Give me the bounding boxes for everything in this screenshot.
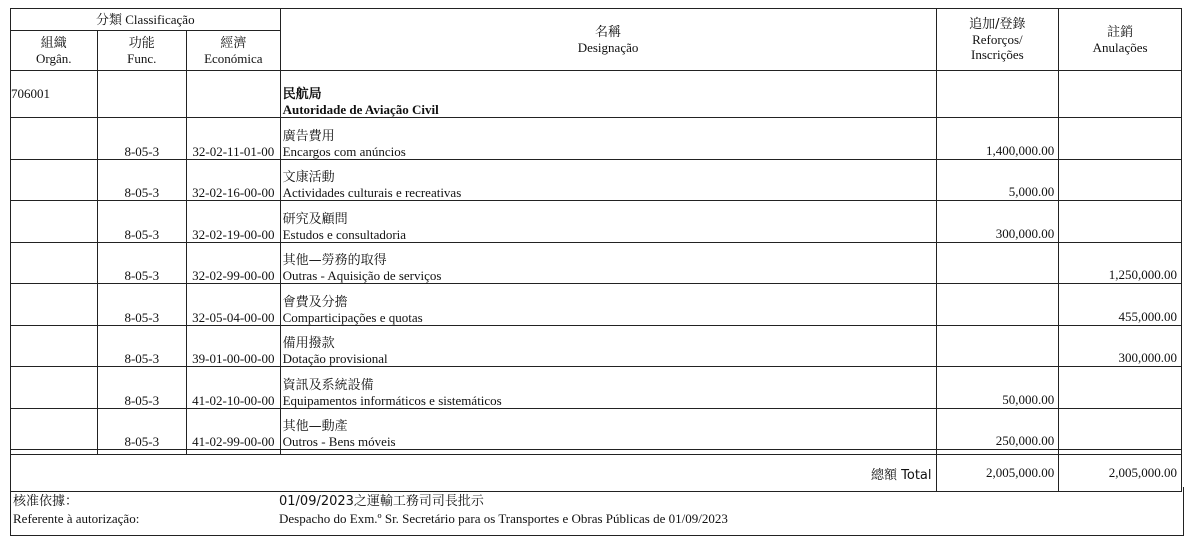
- func-code: 8-05-3: [97, 367, 187, 409]
- designation-zh: 備用撥款: [282, 336, 335, 351]
- designation: [280, 159, 936, 201]
- func-code: 8-05-3: [97, 284, 187, 326]
- reinforce-amount: [936, 242, 1059, 284]
- functional-header: [97, 31, 187, 71]
- cancellations-header-zh: 註銷: [1107, 24, 1134, 40]
- designation-zh: 廣告費用: [282, 128, 335, 144]
- entity-name-pt: Autoridade de Aviação Civil: [282, 102, 439, 117]
- total-cancel: 2,005,000.00: [1059, 455, 1182, 492]
- functional-header-zh: 功能: [128, 35, 155, 51]
- designation-zh: 資訊及系統設備: [282, 377, 374, 393]
- designation: [280, 242, 936, 284]
- org-cell-empty: [11, 242, 98, 284]
- designation-pt: Comparticipações e quotas: [282, 309, 423, 325]
- cancellations-header: [1059, 9, 1182, 71]
- line-items: [11, 118, 1182, 450]
- organic-header-zh: 組織: [40, 35, 67, 51]
- authorization-value: [279, 493, 728, 527]
- func-code: 8-05-3: [97, 325, 187, 367]
- table-row: [11, 242, 1182, 284]
- designation-zh: 其他—勞務的取得: [282, 253, 387, 268]
- designation: [280, 201, 936, 243]
- authorization-footer: [10, 487, 1184, 536]
- org-cell-empty: [11, 408, 98, 450]
- table-row: [11, 367, 1182, 409]
- economic-header-zh: 經濟: [220, 35, 247, 51]
- reinforce-amount: [936, 325, 1059, 367]
- org-cell-empty: [11, 284, 98, 326]
- func-code: 8-05-3: [97, 242, 187, 284]
- designation-header-pt: Designação: [577, 39, 639, 55]
- designation-header-zh: 名稱: [595, 24, 622, 40]
- entity-cancel-empty: [1059, 71, 1182, 118]
- org-cell-empty: [11, 325, 98, 367]
- functional-header-pt: Func.: [127, 50, 157, 66]
- reinforce-amount: 300,000.00: [936, 201, 1059, 243]
- econ-code: 32-02-19-00-00: [187, 201, 281, 243]
- func-code: 8-05-3: [97, 118, 187, 160]
- reinforcements-header-zh: 追加/登錄: [969, 17, 1026, 32]
- entity-row: [11, 71, 1182, 118]
- total-label: [11, 455, 937, 492]
- designation-pt: Actividades culturais e recreativas: [282, 185, 462, 200]
- econ-code: 39-01-00-00-00: [187, 325, 281, 367]
- entity-reinforce-empty: [936, 71, 1059, 118]
- econ-code: 41-02-99-00-00: [187, 408, 281, 450]
- classification-header: 分類 Classificação: [11, 9, 281, 31]
- authorization-label-pt: Referente à autorização:: [13, 511, 140, 526]
- designation-header: [280, 9, 936, 71]
- cancel-amount: [1059, 118, 1182, 160]
- designation-zh: 研究及顧問: [282, 211, 348, 227]
- designation: [280, 118, 936, 160]
- authorization-label-zh: 核准依據：: [13, 494, 79, 509]
- designation: [280, 284, 936, 326]
- func-code: 8-05-3: [97, 159, 187, 201]
- reinforce-amount: 5,000.00: [936, 159, 1059, 201]
- table-row: [11, 408, 1182, 450]
- designation: [280, 367, 936, 409]
- organic-header: [11, 31, 98, 71]
- designation-zh: 會費及分擔: [282, 294, 348, 310]
- reinforce-amount: 250,000.00: [936, 408, 1059, 450]
- org-cell-empty: [11, 367, 98, 409]
- reinforce-amount: [936, 284, 1059, 326]
- table-row: [11, 284, 1182, 326]
- econ-code: 32-02-16-00-00: [187, 159, 281, 201]
- entity-code: 706001: [11, 71, 98, 118]
- budget-table: [10, 8, 1182, 492]
- entity-name: [280, 71, 936, 118]
- economic-header: [187, 31, 281, 71]
- reinforcements-header-pt1: Reforços/: [972, 32, 1023, 47]
- entity-econ-empty: [187, 71, 281, 118]
- econ-code: 32-05-04-00-00: [187, 284, 281, 326]
- designation: [280, 408, 936, 450]
- table-row: [11, 118, 1182, 160]
- cancel-amount: [1059, 367, 1182, 409]
- reinforcements-header: [936, 9, 1059, 71]
- authorization-value-zh: 01/09/2023之運輸工務司司長批示: [279, 494, 484, 509]
- cancel-amount: 455,000.00: [1059, 284, 1182, 326]
- reinforcements-header-pt2: Inscrições: [971, 47, 1024, 62]
- org-cell-empty: [11, 201, 98, 243]
- org-cell-empty: [11, 118, 98, 160]
- func-code: 8-05-3: [97, 408, 187, 450]
- designation-pt: Estudos e consultadoria: [282, 226, 407, 242]
- table-row: [11, 325, 1182, 367]
- func-code: 8-05-3: [97, 201, 187, 243]
- total-row: [11, 455, 1182, 492]
- designation-pt: Outras - Aquisição de serviços: [282, 268, 442, 283]
- designation-pt: Dotação provisional: [282, 351, 388, 366]
- designation: [280, 325, 936, 367]
- cancel-amount: [1059, 408, 1182, 450]
- cancel-amount: [1059, 159, 1182, 201]
- designation-zh: 其他—動產: [282, 419, 348, 434]
- designation-zh: 文康活動: [282, 170, 335, 185]
- table-row: [11, 201, 1182, 243]
- org-cell-empty: [11, 159, 98, 201]
- authorization-value-pt: Despacho do Exm.º Sr. Secretário para os Transportes e Obras Públicas de 01/09/2023: [279, 511, 728, 526]
- econ-code: 32-02-11-01-00: [187, 118, 281, 160]
- table-row: [11, 159, 1182, 201]
- entity-func-empty: [97, 71, 187, 118]
- authorization-label: [13, 493, 139, 527]
- designation-pt: Equipamentos informáticos e sistemáticos: [282, 392, 502, 408]
- cancel-amount: [1059, 201, 1182, 243]
- total-label-text: 總額 Total: [871, 467, 932, 483]
- organic-header-pt: Orgân.: [36, 50, 72, 66]
- reinforce-amount: 50,000.00: [936, 367, 1059, 409]
- econ-code: 41-02-10-00-00: [187, 367, 281, 409]
- economic-header-pt: Económica: [204, 50, 263, 66]
- entity-name-zh: 民航局: [282, 87, 322, 102]
- econ-code: 32-02-99-00-00: [187, 242, 281, 284]
- reinforce-amount: 1,400,000.00: [936, 118, 1059, 160]
- cancel-amount: 300,000.00: [1059, 325, 1182, 367]
- cancellations-header-pt: Anulações: [1092, 39, 1148, 55]
- cancel-amount: 1,250,000.00: [1059, 242, 1182, 284]
- designation-pt: Outros - Bens móveis: [282, 434, 396, 449]
- total-reinforce: 2,005,000.00: [936, 455, 1059, 492]
- designation-pt: Encargos com anúncios: [282, 143, 406, 159]
